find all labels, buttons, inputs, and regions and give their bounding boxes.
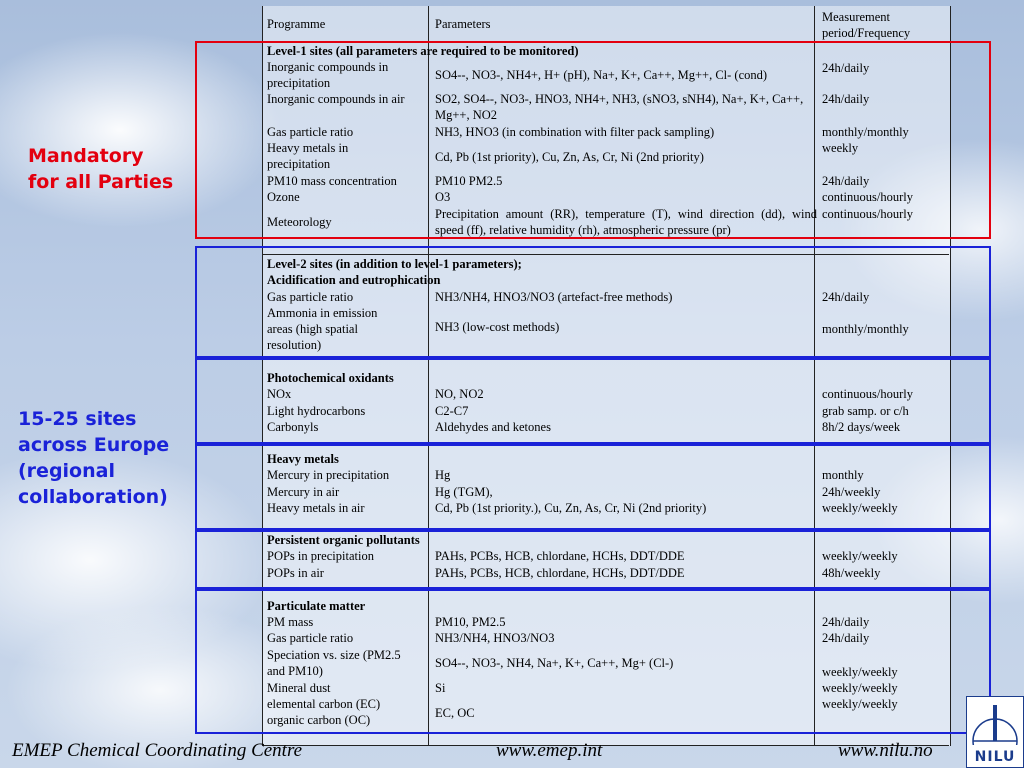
regional-label-line2: across Europe [18,434,170,456]
footer-left: EMEP Chemical Coordinating Centre [12,740,303,761]
row-parameters: Hg (TGM), [435,485,493,499]
header-frequency-line2: period/Frequency [822,26,911,40]
row-programme: Mercury in air [267,485,340,499]
globe-icon [971,701,1019,745]
regional-frame-photochemical [195,358,991,444]
row-parameters: NH3 (low-cost methods) [435,320,560,334]
header-programme: Programme [267,17,326,31]
row-frequency: grab samp. or c/h [822,404,909,418]
row-parameters: Cd, Pb (1st priority), Cu, Zn, As, Cr, Ni (2nd priority) [435,150,704,164]
row-parameters: PM10 PM2.5 [435,174,503,188]
section-title-pops: Persistent organic pollutants [267,533,420,547]
row-programme: Speciation vs. size (PM2.5 and PM10) [267,648,401,678]
row-programme: Meteorology [267,215,332,229]
row-programme: Inorganic compounds in precipitation [267,60,389,90]
mandatory-frame [195,41,991,239]
regional-frame-particulate [195,589,991,734]
row-frequency: 24h/daily [822,174,870,188]
row-parameters: C2-C7 [435,404,469,418]
regional-label-line4: collaboration) [18,486,168,508]
footer-right-link[interactable]: www.nilu.no [838,740,933,761]
mandatory-label-line1: Mandatory [28,145,144,167]
row-frequency: monthly/monthly [822,125,909,139]
row-frequency: monthly/monthly [822,322,909,336]
row-programme: Inorganic compounds in air [267,92,405,106]
row-programme: POPs in precipitation [267,549,374,563]
row-programme: PM10 mass concentration [267,174,397,188]
row-programme: NOx [267,387,292,401]
row-parameters: SO4--, NO3-, NH4, Na+, K+, Ca++, Mg+ (Cl-) [435,656,674,670]
row-frequency: 24h/daily [822,92,870,106]
row-programme: Carbonyls [267,420,319,434]
mandatory-label [28,143,173,195]
row-parameters: NO, NO2 [435,387,484,401]
row-parameters: SO4--, NO3-, NH4+, H+ (pH), Na+, K+, Ca++, Mg++, Cl- (cond) [435,68,768,82]
regional-label [18,406,169,510]
row-frequency: 48h/weekly [822,566,881,580]
level2-title: Level-2 sites (in addition to level-1 parameters); [267,257,522,271]
row-parameters: NH3/NH4, HNO3/NO3 [435,631,555,645]
row-frequency: 8h/2 days/week [822,420,901,434]
regional-frame-pops [195,530,991,589]
row-frequency: monthly [822,468,864,482]
nilu-logo [966,696,1024,768]
row-parameters: SO2, SO4--, NO3-, HNO3, NH4+, NH3, (sNO3, sNH4), Na+, K+, Ca++, Mg++, NO2 [435,92,804,122]
row-parameters: PAHs, PCBs, HCB, chlordane, HCHs, DDT/DDE [435,566,685,580]
mandatory-label-line2: for all Parties [28,171,174,193]
row-frequency: weekly/weekly [822,501,898,515]
row-frequency: continuous/hourly [822,207,913,221]
row-parameters: PAHs, PCBs, HCB, chlordane, HCHs, DDT/DDE [435,549,685,563]
row-frequency: continuous/hourly [822,190,913,204]
row-frequency: 24h/daily [822,615,870,629]
row-frequency: 24h/weekly [822,485,881,499]
row-programme: Light hydrocarbons [267,404,366,418]
row-programme: Gas particle ratio [267,290,354,304]
header-parameters: Parameters [435,17,491,31]
row-parameters: EC, OC [435,706,475,720]
regional-label-line3: (regional [18,460,115,482]
row-programme: Mercury in precipitation [267,468,390,482]
row-parameters: Hg [435,468,451,482]
row-frequency: 24h/daily [822,61,870,75]
row-programme: Gas particle ratio [267,125,354,139]
row-programme: Gas particle ratio [267,631,354,645]
row-programme: Heavy metals in air [267,501,365,515]
row-programme: POPs in air [267,566,324,580]
regional-frame-acidification [195,246,991,358]
section-title-heavy-metals: Heavy metals [267,452,339,466]
footer-center-link[interactable]: www.emep.int [496,740,603,761]
regional-frame-heavy-metals [195,444,991,530]
row-frequency: weekly [822,141,859,155]
row-programme: Ozone [267,190,300,204]
row-frequency: weekly/weekly [822,681,898,695]
section-title-acidification: Acidification and eutrophication [267,273,441,287]
row-frequency: continuous/hourly [822,387,913,401]
row-programme: Heavy metals in precipitation [267,141,349,171]
section-title-photochemical: Photochemical oxidants [267,371,394,385]
row-programme: elemental carbon (EC) organic carbon (OC) [267,697,381,727]
row-frequency: weekly/weekly [822,697,898,711]
header-frequency-line1: Measurement [822,10,891,24]
row-frequency: 24h/daily [822,290,870,304]
row-programme: Ammonia in emission areas (high spatial resolution) [267,306,378,352]
level1-title: Level-1 sites (all parameters are required to be monitored) [267,44,579,58]
row-parameters: Precipitation amount (RR), temperature (T), wind direction (dd), wind speed (ff), relative humidity (rh), atmospheric pressure (pr) [435,207,817,237]
row-frequency: weekly/weekly [822,549,898,563]
logo-text: NILU [974,749,1016,765]
row-parameters: PM10, PM2.5 [435,615,506,629]
row-frequency: weekly/weekly [822,665,898,679]
row-parameters: O3 [435,190,451,204]
row-parameters: Si [435,681,446,695]
regional-label-line1: 15-25 sites [18,408,137,430]
row-parameters: Aldehydes and ketones [435,420,551,434]
row-frequency: 24h/daily [822,631,870,645]
row-parameters: NH3/NH4, HNO3/NO3 (artefact-free methods) [435,290,673,304]
row-programme: Mineral dust [267,681,331,695]
section-title-particulate: Particulate matter [267,599,366,613]
row-parameters: Cd, Pb (1st priority.), Cu, Zn, As, Cr, Ni (2nd priority) [435,501,707,515]
row-programme: PM mass [267,615,314,629]
row-parameters: NH3, HNO3 (in combination with filter pack sampling) [435,125,715,139]
